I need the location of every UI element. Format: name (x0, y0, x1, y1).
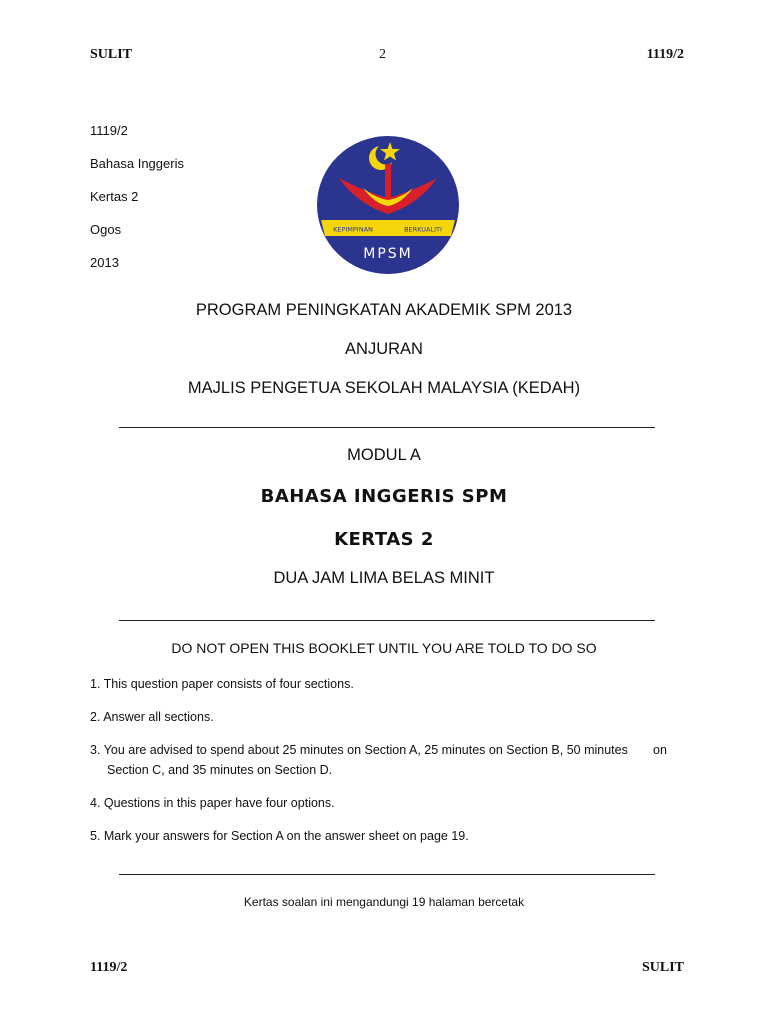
subject-label: Bahasa Inggeris (90, 156, 184, 171)
warning-text: DO NOT OPEN THIS BOOKLET UNTIL YOU ARE TOLD TO DO SO (171, 640, 597, 656)
instruction-1: 1. This question paper consists of four sections. (90, 677, 354, 691)
divider-top (119, 427, 655, 428)
divider-bottom (119, 874, 655, 875)
header-right: 1119/2 (646, 47, 684, 62)
instruction-4: 4. Questions in this paper have four options. (90, 796, 335, 810)
program-organizer-label: ANJURAN (345, 340, 423, 358)
instruction-2: 2. Answer all sections. (90, 710, 214, 724)
footer-left: 1119/2 (90, 960, 128, 975)
mpsm-logo (315, 134, 461, 276)
paper-title: KERTAS 2 (334, 529, 434, 550)
paper-label: Kertas 2 (90, 189, 139, 204)
program-title: PROGRAM PENINGKATAN AKADEMIK SPM 2013 (195, 301, 573, 319)
logo-name: MPSM (363, 246, 413, 262)
header-left: SULIT (90, 47, 133, 62)
paper-code: 1119/2 (90, 123, 128, 138)
year-label: 2013 (90, 255, 119, 270)
duration: DUA JAM LIMA BELAS MINIT (273, 569, 495, 587)
instruction-5: 5. Mark your answers for Section A on the answer sheet on page 19. (90, 829, 469, 843)
instruction-3-line-1: 3. You are advised to spend about 25 minutes on Section A, 25 minutes on Section B, 50 minutes (90, 743, 628, 757)
page-number: 2 (379, 47, 386, 62)
month-label: Ogos (90, 222, 122, 237)
instruction-3-line-2: Section C, and 35 minutes on Section D. (107, 763, 333, 777)
instruction-3-on: on (653, 743, 667, 757)
ribbon-right-text: BERKUALITI (404, 225, 442, 234)
ribbon-left-text: KEPIMPINAN (333, 225, 373, 234)
subject-title: BAHASA INGGERIS SPM (260, 486, 508, 507)
footer-right: SULIT (641, 960, 684, 975)
pages-note: Kertas soalan ini mengandungi 19 halaman bercetak (243, 895, 525, 909)
divider-middle (119, 620, 655, 621)
module-name: MODUL A (347, 446, 421, 464)
program-organizer: MAJLIS PENGETUA SEKOLAH MALAYSIA (KEDAH) (187, 379, 581, 397)
